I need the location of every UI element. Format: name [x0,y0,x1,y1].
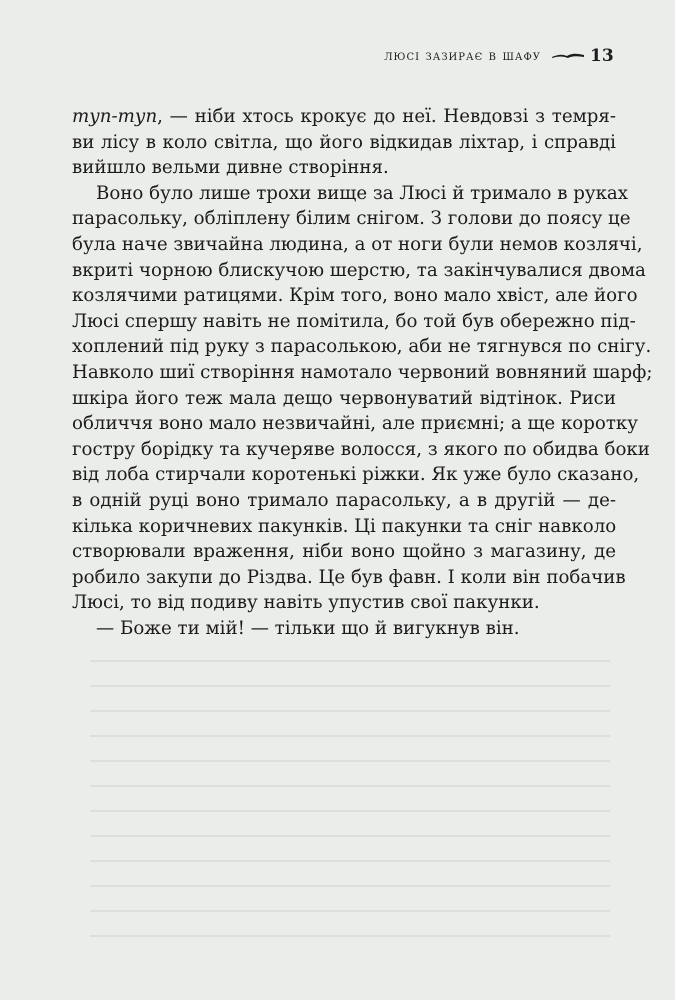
text-line: вкриті чорною блискучою шерстю, та закінчувалися двома [72,259,646,281]
text-line: Люсі, то від подиву навіть упустив свої пакунки. [72,592,540,614]
text-line: кілька коричневих пакунків. Ці пакунки та сніг навколо [72,515,617,537]
italic-word: туп-туп [72,106,158,127]
text-line: в одній руці воно тримало парасольку, а в другій — де- [72,489,616,511]
text-line: створювали враження, ніби воно щойно з магазину, де [72,541,616,563]
text-line: туп-туп, — ніби хтось крокує до неї. Невдовзі з темря- [72,106,616,127]
text-line: обличчя воно мало незвичайні, але приємні; а ще коротку [72,413,638,435]
text-line: Навколо шиї створіння намотало червоний вовняний шарф; [72,361,653,383]
ornament-icon [551,51,585,61]
text-line: хоплений під руку з парасолькою, аби не тягнувся по снігу. [72,336,652,358]
text-line: козлячими ратицями. Крім того, воно мало хвіст, але його [72,285,638,307]
text-line: ви лісу в коло світла, що його відкидав ліхтар, і справді [72,131,616,153]
text-line: парасольку, обліплену білим снігом. З голови до поясу це [72,208,631,230]
body-text [72,104,653,641]
text-line: вийшло вельми дивне створіння. [72,157,389,179]
text-line: робило закупи до Різдва. Це був фавн. І коли він побачив [72,566,626,588]
running-title: люсі зазирає в шафу [384,48,541,64]
text-line: гостру борідку та кучеряве волосся, з якого по обидва боки [72,438,650,460]
text-line: була наче звичайна людина, а от ноги були немов козлячі, [72,233,643,255]
page-number: 13 [590,46,614,66]
text-line: Воно було лише трохи вище за Люсі й тримало в руках [96,182,629,204]
text-line: — Боже ти мій! — тільки що й вигукнув він. [96,617,520,639]
text-line: шкіра його теж мала дещо червонуватий відтінок. Риси [72,387,616,409]
bleed-through-texture [90,660,610,940]
text-line: Люсі спершу навіть не помітила, бо той був обережно під- [72,310,636,332]
text-line: від лоба стирчали коротенькі ріжки. Як уже було сказано, [72,464,640,486]
running-header [384,48,585,64]
